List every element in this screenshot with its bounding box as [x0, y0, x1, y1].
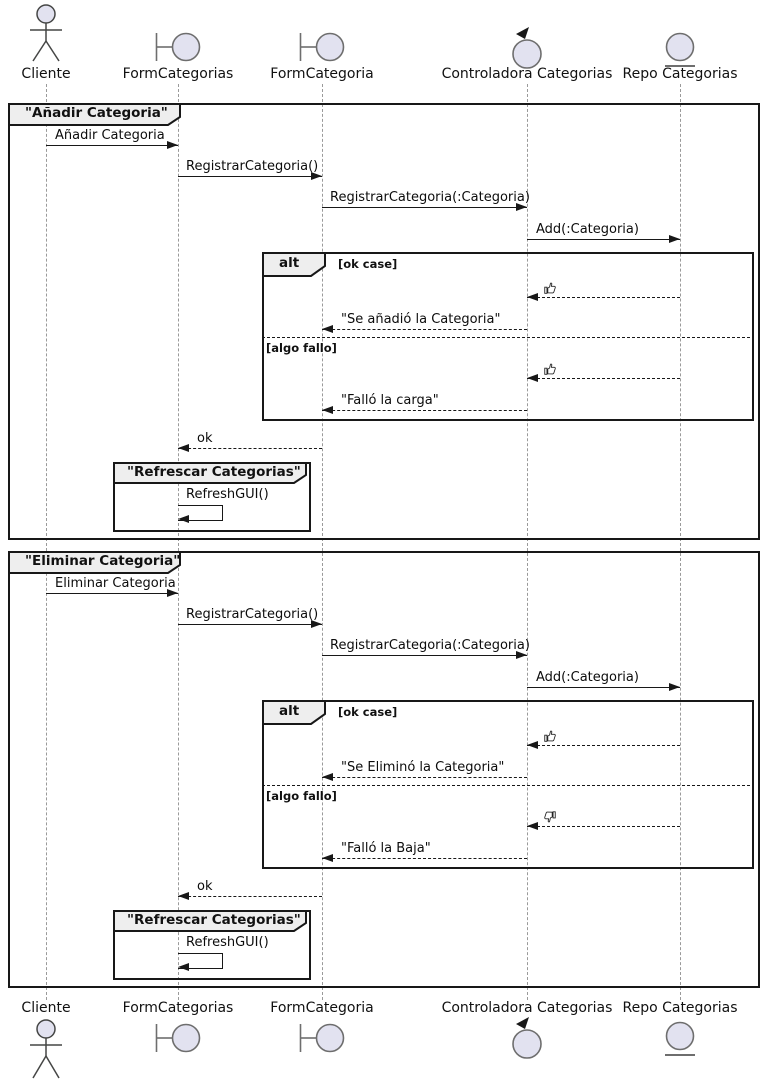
- message-arrow: [178, 624, 322, 625]
- thumbs-down-icon: [543, 362, 557, 376]
- thumbs-up-icon: [543, 729, 557, 743]
- participant-label-repo: Repo Categorias: [622, 1000, 738, 1016]
- arrowhead-icon: [322, 854, 333, 862]
- arrowhead-icon: [527, 822, 538, 830]
- participant-label-formcategoria: FormCategoria: [270, 1000, 374, 1016]
- arrowhead-icon: [178, 444, 189, 452]
- entity-icon: [662, 31, 698, 71]
- message-label: "Se Eliminó la Categoria": [341, 760, 505, 775]
- frame-title: "Refrescar Categorias": [127, 464, 301, 480]
- message-label: RegistrarCategoria(): [186, 159, 319, 174]
- message-label: Eliminar Categoria: [55, 576, 176, 591]
- message-arrow: [46, 145, 178, 146]
- boundary-icon: [155, 29, 201, 65]
- message-label: RegistrarCategoria(:Categoria): [330, 638, 530, 653]
- message-label: RefreshGUI(): [186, 935, 269, 950]
- participant-label-cliente: Cliente: [21, 1000, 71, 1016]
- alt-guard-ok: [ok case]: [338, 705, 398, 719]
- arrowhead-icon: [527, 374, 538, 382]
- message-arrow: [322, 655, 527, 656]
- return-arrow: [322, 329, 527, 330]
- boundary-icon: [299, 29, 345, 65]
- participant-label-cliente: Cliente: [21, 66, 71, 82]
- arrowhead-icon: [167, 141, 178, 149]
- message-label: Añadir Categoria: [55, 128, 165, 143]
- arrowhead-icon: [669, 235, 680, 243]
- alt-operator: alt: [279, 703, 300, 719]
- arrowhead-icon: [527, 293, 538, 301]
- return-label: ok: [197, 879, 213, 894]
- boundary-icon: [299, 1020, 345, 1056]
- participant-label-controladora: Controladora Categorias: [441, 1000, 613, 1016]
- control-icon: [509, 1016, 545, 1062]
- return-arrow: [527, 826, 680, 827]
- participant-label-formcategoria: FormCategoria: [270, 66, 374, 82]
- arrowhead-icon: [178, 515, 189, 523]
- thumbs-down-icon: [543, 810, 557, 824]
- return-arrow: [178, 896, 322, 897]
- alt-guard-fail: [algo fallo]: [266, 789, 337, 803]
- return-arrow: [322, 858, 527, 859]
- return-arrow: [322, 410, 527, 411]
- alt-guard-ok: [ok case]: [338, 257, 398, 271]
- participant-label-formcategorias: FormCategorias: [122, 66, 234, 82]
- arrowhead-icon: [322, 406, 333, 414]
- message-label: RegistrarCategoria(): [186, 607, 319, 622]
- frame-title: "Añadir Categoria": [25, 105, 168, 121]
- message-label: Add(:Categoria): [536, 222, 639, 237]
- alt-divider: [262, 785, 750, 786]
- message-arrow: [527, 687, 680, 688]
- arrowhead-icon: [527, 741, 538, 749]
- message-arrow: [322, 207, 527, 208]
- arrowhead-icon: [178, 892, 189, 900]
- arrowhead-icon: [178, 963, 189, 971]
- actor-icon: [26, 1018, 66, 1082]
- frame-title: "Eliminar Categoria": [25, 553, 181, 569]
- participant-label-formcategorias: FormCategorias: [122, 1000, 234, 1016]
- entity-icon: [662, 1020, 698, 1060]
- return-arrow: [527, 297, 680, 298]
- message-arrow: [178, 176, 322, 177]
- message-label: "Se añadió la Categoria": [341, 312, 501, 327]
- return-arrow: [527, 378, 680, 379]
- return-arrow: [527, 745, 680, 746]
- thumbs-up-icon: [543, 281, 557, 295]
- arrowhead-icon: [322, 773, 333, 781]
- frame-title: "Refrescar Categorias": [127, 912, 301, 928]
- arrowhead-icon: [322, 325, 333, 333]
- message-label: "Falló la Baja": [341, 841, 431, 856]
- message-label: RefreshGUI(): [186, 487, 269, 502]
- return-arrow: [322, 777, 527, 778]
- message-label: "Falló la carga": [341, 393, 439, 408]
- actor-icon: [26, 3, 66, 65]
- return-arrow: [178, 448, 322, 449]
- alt-divider: [262, 337, 750, 338]
- alt-operator: alt: [279, 255, 300, 271]
- return-label: ok: [197, 431, 213, 446]
- participant-label-controladora: Controladora Categorias: [441, 66, 613, 82]
- boundary-icon: [155, 1020, 201, 1056]
- message-label: RegistrarCategoria(:Categoria): [330, 190, 530, 205]
- arrowhead-icon: [669, 683, 680, 691]
- message-label: Add(:Categoria): [536, 670, 639, 685]
- alt-guard-fail: [algo fallo]: [266, 341, 337, 355]
- message-arrow: [46, 593, 178, 594]
- participant-label-repo: Repo Categorias: [622, 66, 738, 82]
- message-arrow: [527, 239, 680, 240]
